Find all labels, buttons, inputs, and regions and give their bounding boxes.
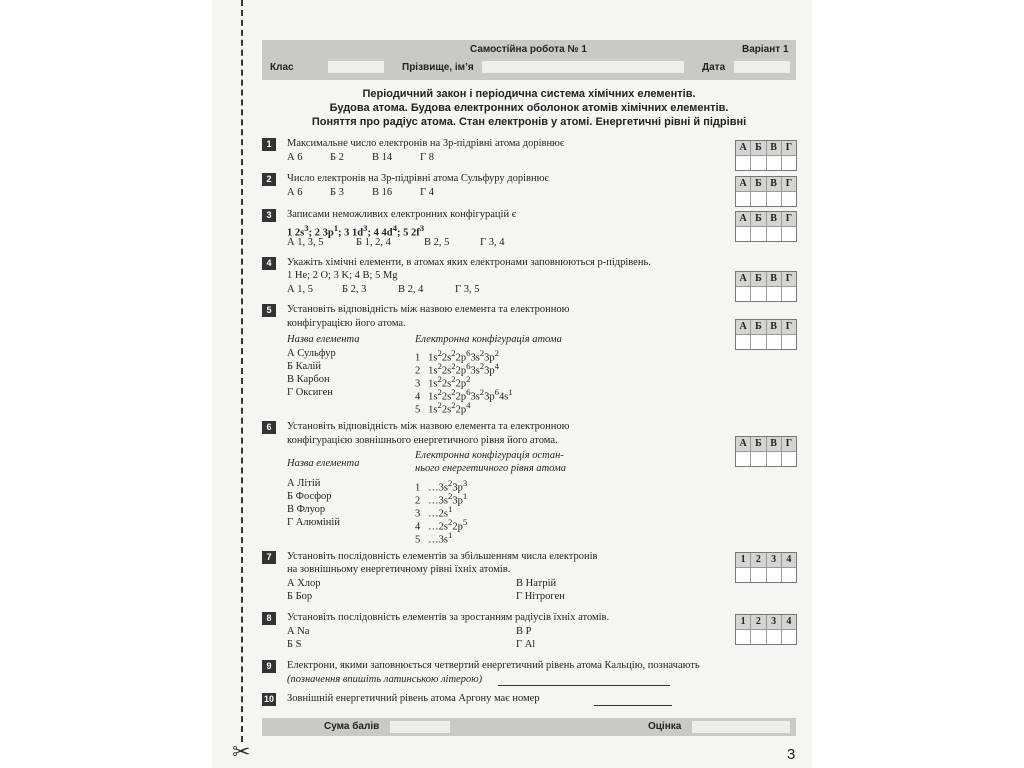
question-text: Електрони, якими заповнюється четвертий енергетичний рівень атома Кальцію, позначають [287,660,700,671]
option: Г Al [516,639,536,650]
option: В P [516,626,532,637]
answer-grid [735,140,797,171]
question-text: Число електронів на 3p-підрівні атома Сульфуру дорівнює [287,173,549,184]
grid-header: Б [751,272,766,286]
cut-line [241,0,243,742]
answer-grid [735,614,797,645]
grid-header: Г [782,177,796,191]
element-option: А Літій [287,478,321,489]
question-number: 4 [262,257,276,270]
grid-header: Г [782,320,796,334]
answer-cell[interactable] [751,191,766,206]
grid-header: А [736,272,751,286]
option: А 6 [287,152,303,163]
page-number: 3 [787,746,796,763]
work-title: Самостійна робота № 1 [470,44,587,55]
class-field[interactable] [328,61,384,73]
option: Б 3 [330,187,344,198]
grade-field[interactable] [692,721,790,733]
option: Г Нітроген [516,591,565,602]
config-option: 1 $\dots 3s^23p^3$ [415,478,468,494]
grid-header: В [767,212,782,226]
grid-header: 2 [751,615,766,629]
answer-cell[interactable] [751,334,766,349]
answer-cell[interactable] [751,567,766,582]
header-bar [262,40,796,80]
grid-header: А [736,320,751,334]
question-number: 8 [262,612,276,625]
config-option: 3 $\dots 2s^1$ [415,504,453,520]
question-number: 3 [262,209,276,222]
question-number: 9 [262,660,276,673]
option: В Натрій [516,578,557,589]
option: В 16 [372,187,393,198]
answer-cell[interactable] [782,226,796,241]
answer-cell[interactable] [736,629,751,644]
answer-cell[interactable] [782,191,796,206]
grid-header: 3 [767,615,782,629]
topic-title-line-2: Будова атома. Будова електронних оболонок атомів хімічних елементів. [329,102,729,114]
answer-grid [735,319,797,350]
answer-cell[interactable] [782,451,796,466]
answer-cell[interactable] [767,629,782,644]
grid-header: Г [782,212,796,226]
grid-header: В [767,437,782,451]
grid-header: 1 [736,553,751,567]
answer-cell[interactable] [782,155,796,170]
question-text-line-2: на зовнішньому енергетичному рівні їхніх атомів. [287,564,511,575]
variant-label: Варіант 1 [742,44,789,55]
answer-line[interactable] [498,685,670,686]
date-label: Дата [702,62,726,73]
grid-header: 4 [782,553,796,567]
answer-grid [735,271,797,302]
answer-cell[interactable] [767,286,782,301]
answer-cell[interactable] [782,286,796,301]
answer-cell[interactable] [767,567,782,582]
answer-cell[interactable] [751,155,766,170]
question-text: Зовнішній енергетичний рівень атома Аргону має номер [287,693,540,704]
answer-grid [735,436,797,467]
option: В 14 [372,152,393,163]
question-text: Установіть відповідність між назвою елемента та електронною [287,421,570,432]
answer-cell[interactable] [736,286,751,301]
grid-header: 2 [751,553,766,567]
column-header: Електронна конфігурація остан- [415,450,564,461]
column-header: Назва елемента [287,458,360,469]
grid-header: В [767,320,782,334]
class-label: Клас [270,62,294,73]
element-option: Б Калій [287,361,322,372]
question-text: Установіть відповідність між назвою елемента та електронною [287,304,570,315]
answer-grid [735,552,797,583]
grid-header: В [767,272,782,286]
grid-header: В [767,141,782,155]
answer-cell[interactable] [736,451,751,466]
grid-header: Б [751,177,766,191]
option: Г 3, 5 [455,284,480,295]
question-text: Записами неможливих електронних конфігурацій є [287,209,517,220]
config-option: 5 $\dots 3s^1$ [415,530,453,546]
grid-header: Г [782,141,796,155]
answer-cell[interactable] [736,226,751,241]
grid-header: 3 [767,553,782,567]
grid-header: Б [751,320,766,334]
option: Б 2 [330,152,344,163]
config-option: 4 $\dots 2s^22p^5$ [415,517,468,533]
name-field[interactable] [482,61,684,73]
question-text-line-2: 1 He; 2 O; 3 K; 4 B; 5 Mg [287,270,398,281]
grade-label: Оцінка [648,721,682,732]
option: А 1, 3, 5 [287,237,324,248]
option: Б 2, 3 [342,284,367,295]
date-field[interactable] [734,61,790,73]
answer-cell[interactable] [736,334,751,349]
answer-cell[interactable] [767,155,782,170]
answer-cell[interactable] [736,567,751,582]
answer-cell[interactable] [736,155,751,170]
answer-cell[interactable] [782,629,796,644]
element-option: А Сульфур [287,348,336,359]
question-text: Максимальне число електронів на 3p-підрівні атома дорівнює [287,138,565,149]
question-number: 7 [262,551,276,564]
question-number: 1 [262,138,276,151]
option: Б S [287,639,302,650]
config-option: 2 $1s^22s^22p^63s^23p^4$ [415,361,500,377]
grid-header: А [736,177,751,191]
configurations-list: 1 $2s^3$; 2 $3p^1$; 3 $1d^3$; 4 $4d^4$; 5 $2f^3$ [287,223,425,239]
answer-cell[interactable] [736,191,751,206]
footer-bar [262,718,796,736]
grid-header: А [736,212,751,226]
question-text: Установіть послідовність елементів за зростанням радіусів їхніх атомів. [287,612,610,623]
grid-header: А [736,437,751,451]
answer-cell[interactable] [767,191,782,206]
element-option: В Флуор [287,504,326,515]
grid-header: В [767,177,782,191]
sum-field[interactable] [390,721,450,733]
answer-cell[interactable] [782,334,796,349]
option: А 6 [287,187,303,198]
answer-cell[interactable] [751,286,766,301]
grid-header: 4 [782,615,796,629]
answer-cell[interactable] [751,629,766,644]
column-header: нього енергетичного рівня атома [415,463,566,474]
option: Б 1, 2, 4 [356,237,391,248]
config-option: 5 $1s^22s^22p^4$ [415,400,471,416]
option: А 1, 5 [287,284,313,295]
question-hint: (позначення впишіть латинською літерою) [287,674,483,685]
answer-cell[interactable] [751,451,766,466]
config-option: 4 $1s^22s^22p^63s^23p^64s^1$ [415,387,513,403]
config-option: 1 $1s^22s^22p^63s^23p^2$ [415,348,500,364]
option: Г 4 [420,187,434,198]
option: В 2, 4 [398,284,424,295]
answer-grid [735,211,797,242]
grid-header: А [736,141,751,155]
grid-header: Г [782,437,796,451]
answer-line[interactable] [594,705,672,706]
grid-header: Б [751,141,766,155]
element-option: В Карбон [287,374,330,385]
answer-cell[interactable] [767,226,782,241]
answer-grid [735,176,797,207]
config-option: 2 $\dots 3s^23p^1$ [415,491,468,507]
column-header: Назва елемента [287,334,360,345]
grid-header: Г [782,272,796,286]
name-label: Прізвище, ім’я [402,62,474,73]
option: А Хлор [287,578,321,589]
answer-cell[interactable] [782,567,796,582]
scissors-icon: ✂ [232,740,251,765]
element-option: Б Фосфор [287,491,332,502]
question-number: 6 [262,421,276,434]
answer-cell[interactable] [751,226,766,241]
sum-label: Сума балів [324,721,380,732]
config-option: 3 $1s^22s^22p^2$ [415,374,471,390]
grid-header: Б [751,437,766,451]
question-text: Установіть послідовність елементів за збільшенням числа електронів [287,551,598,562]
option: Г 3, 4 [480,237,505,248]
question-text-line-2: конфігурацією його атома. [287,318,406,329]
answer-cell[interactable] [767,334,782,349]
question-text-line-2: конфігурацією зовнішнього енергетичного рівня його атома. [287,435,558,446]
question-text: Укажіть хімічні елементи, в атомах яких електронами заповнюються p-підрівень. [287,257,651,268]
element-option: Г Алюміній [287,517,340,528]
question-number: 2 [262,173,276,186]
option: В 2, 5 [424,237,450,248]
topic-title-line-3: Поняття про радіус атома. Стан електронів у атомі. Енергетичні рівні й підрівні [311,116,747,128]
option: Г 8 [420,152,434,163]
question-number: 10 [263,694,274,704]
topic-title-line-1: Періодичний закон і періодична система хімічних елементів. [362,88,696,100]
option: А Na [287,626,310,637]
element-option: Г Оксиген [287,387,333,398]
grid-header: Б [751,212,766,226]
column-header: Електронна конфігурація атома [415,334,562,345]
question-number: 5 [262,304,276,317]
option: Б Бор [287,591,313,602]
grid-header: 1 [736,615,751,629]
answer-cell[interactable] [767,451,782,466]
